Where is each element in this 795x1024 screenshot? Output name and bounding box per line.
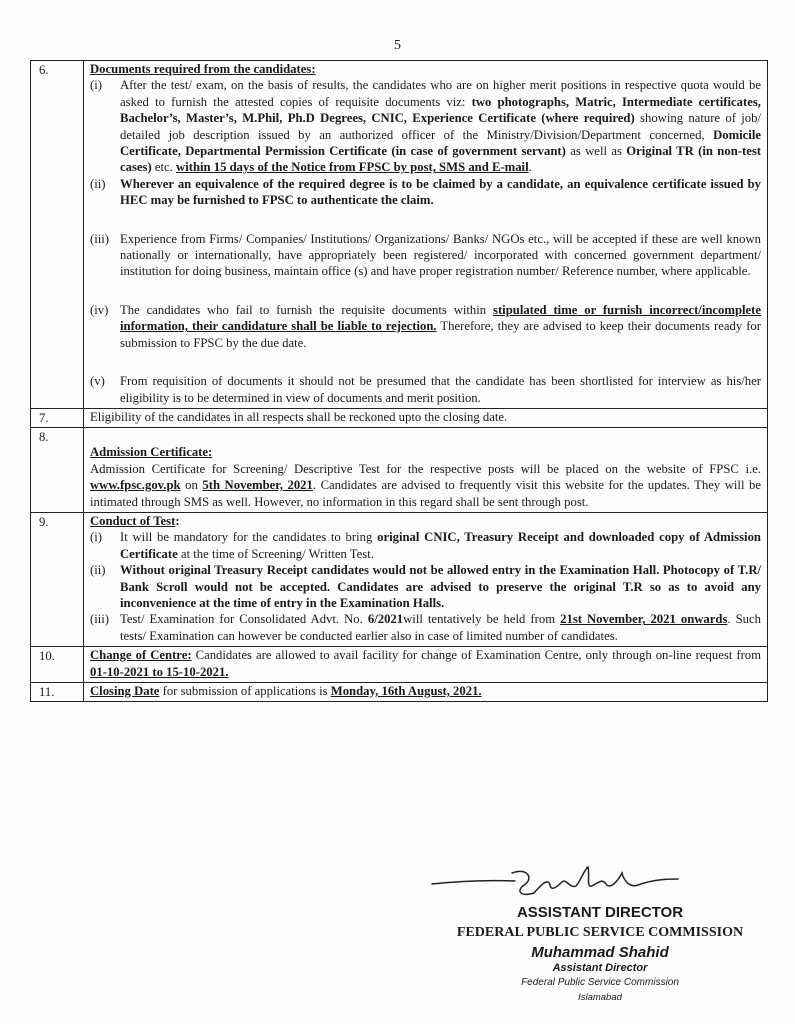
stamp-title: Assistant Director (552, 962, 648, 974)
section-number: 7. (31, 408, 84, 427)
item-label: (i) (90, 530, 102, 545)
item-text: Test/ Examination for Consolidated Advt. No. 6/2021will tentatively be held from 21st November, 2021 onwards. Such tests/ Examination can however be conducted earlier also in case of limited number of candidates. (120, 612, 761, 643)
item-text: It will be mandatory for the candidates to bring original CNIC, Treasury Receipt and downloaded copy of Admission Certificate at the time of Screening/ Written Test. (120, 530, 761, 561)
item-text: After the test/ exam, on the basis of results, the candidates who are on higher merit positions in respective quota would be asked to furnish the attested copies of requisite documents viz: two photographs, Matric, Intermediate certificates, Bachelor’s, Master’s, M.Phil, Ph.D Degrees, CNIC, Experience Certificate (where required) showing nature of job/ detailed job description issued by an authorized officer of the Ministry/Division/Department concerned, Domicile Certificate, Departmental Permission Certificate (in case of government servant) as well as Original TR (in non-test cases) etc. within 15 days of the Notice from FPSC by post, SMS and E-mail. (120, 78, 762, 175)
section-number: 10. (31, 647, 84, 683)
website-link[interactable]: www.fpsc.gov.pk (90, 478, 181, 493)
organization: FEDERAL PUBLIC SERVICE COMMISSION (456, 925, 744, 940)
item-label: (ii) (90, 176, 106, 191)
item-text: Without original Treasury Receipt candidates would not be allowed entry in the Examination Hall. Photocopy of T.R/ Bank Scroll would not be accepted. Candidates are advised to preserve the original T.R so as to avoid any inconvenience at the time of entry in the Examination Halls. (120, 563, 761, 610)
section-body: Eligibility of the candidates in all respects shall be reckoned upto the closing date. (84, 408, 768, 427)
item-text: Wherever an equivalence of the required degree is to be claimed by a candidate, an equivalence certificate issued by HEC may be furnished to FPSC to authenticate the claim. (120, 176, 761, 208)
section-body (84, 428, 768, 513)
section-9 (31, 512, 768, 646)
section-heading: Conduct of Test: (90, 513, 180, 528)
stamp-org: Federal Public Service Commission (521, 977, 679, 988)
section-number: 8. (31, 428, 84, 513)
item-label: (i) (90, 78, 102, 93)
section-body: Change of Centre: Candidates are allowed to avail facility for change of Examination Centre, only through on-line request from 01-10-2021 to 15-10-2021. (84, 647, 768, 683)
section-number: 9. (31, 512, 84, 646)
section-text: Admission Certificate for Screening/ Descriptive Test for the respective posts will be placed on the website of FPSC i.e. www.fpsc.gov.pk on 5th November, 2021. Candidates are advised to frequently visit this website for the updates. They will be intimated through SMS as well. However, no information in this regard shall be sent through post. (90, 461, 762, 509)
list-item (90, 373, 761, 406)
section-body (84, 512, 768, 646)
stamp-city: Islamabad (578, 992, 622, 1003)
section-7 (31, 408, 768, 427)
item-text: The candidates who fail to furnish the requisite documents within stipulated time or furnish incorrect/incomplete information, their candidature shall be liable to rejection. Therefore, they are advised to keep their documents ready for submission to FPSC by the due date. (120, 302, 762, 350)
section-6 (31, 61, 768, 409)
list-item (90, 529, 761, 562)
section-body: Closing Date for submission of applications is Monday, 16th August, 2021. (84, 683, 768, 702)
list-item (90, 176, 761, 209)
section-body (84, 61, 768, 409)
item-label: (iii) (90, 612, 110, 627)
section-8 (31, 428, 768, 513)
signature-icon (430, 864, 680, 904)
section-heading: Admission Certificate: (90, 445, 213, 460)
item-text: Experience from Firms/ Companies/ Institutions/ Organizations/ Banks/ NGOs etc., will be accepted if these are well known nationally or internationally, have appropriately been registered/ incorporated with concerned government department/ institution for doing business, maintain office (s) and have proper registration number/ Reference number, where applicable. (120, 231, 761, 279)
item-label: (iii) (90, 231, 110, 246)
section-heading: Documents required from the candidates: (90, 62, 316, 76)
list-item (90, 77, 761, 175)
section-number: 6. (31, 61, 84, 409)
item-text: From requisition of documents it should not be presumed that the candidate has been shortlisted for interview as his/her eligibility is to be determined in view of documents and merit position. (120, 374, 761, 405)
document-table (30, 60, 768, 702)
list-item (90, 611, 761, 644)
section-number: 11. (31, 683, 84, 702)
list-item (90, 302, 761, 351)
item-label: (ii) (90, 563, 106, 578)
item-label: (iv) (90, 302, 109, 317)
section-11 (31, 683, 768, 702)
page-number: 5 (394, 38, 401, 53)
item-label: (v) (90, 374, 105, 389)
stamp-name: Muhammad Shahid (531, 944, 669, 961)
list-item (90, 562, 761, 611)
list-item (90, 231, 761, 280)
designation: ASSISTANT DIRECTOR (516, 904, 684, 921)
section-10 (31, 647, 768, 683)
